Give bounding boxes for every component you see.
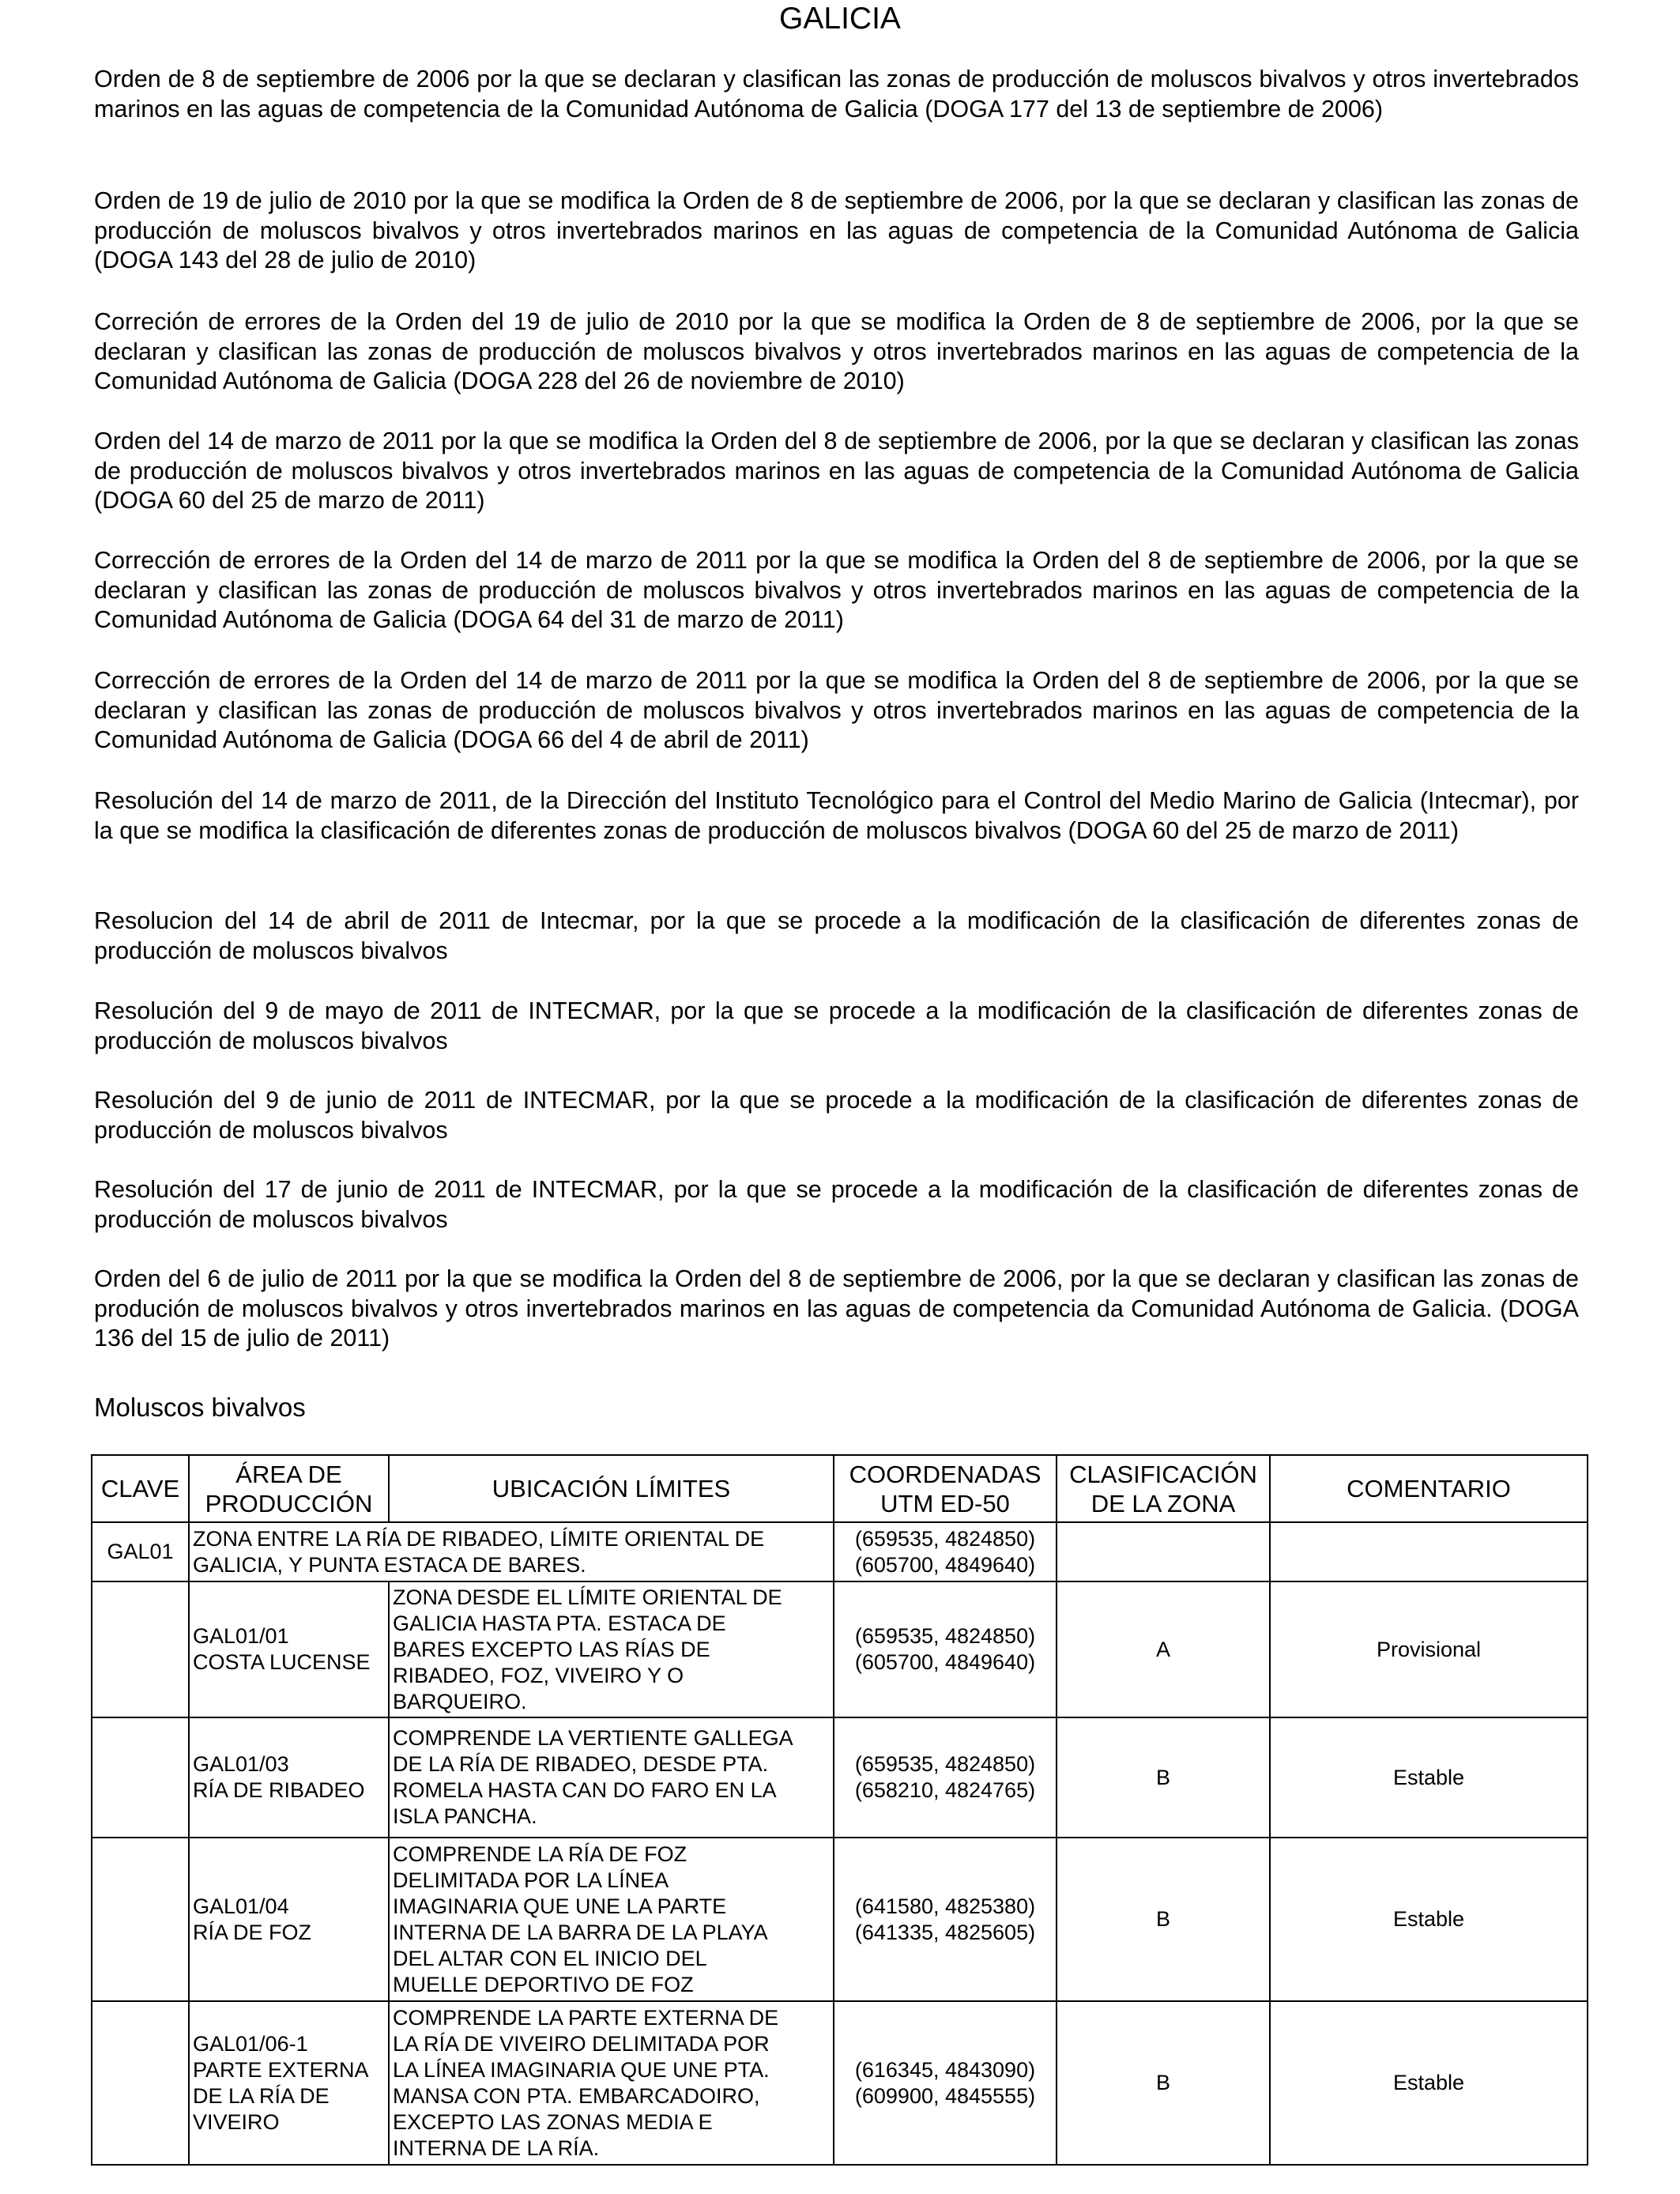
table-row xyxy=(92,1717,1588,1838)
paragraph-3: Correción de errores de la Orden del 19 de julio de 2010 por la que se modifica la Orden de 8 de septiembre de 2006, por la que se declaran y clasifican las zonas de producción de moluscos bivalvos y otros invertebrados marinos en las aguas de competencia de la Comunidad Autónoma de Galicia (DOGA 228 del 26 de noviembre de 2010) xyxy=(94,308,1579,394)
table-row xyxy=(92,1838,1588,2001)
paragraph-12: Orden del 6 de julio de 2011 por la que se modifica la Orden del 8 de septiembre de 2006, por la que se declaran y clasifican las zonas de produción de moluscos bivalvos y otros invertebrados marinos en las aguas de competencia da Comunidad Autónoma de Galicia. (DOGA 136 del 15 de julio de 2011) xyxy=(94,1265,1579,1351)
paragraph-9: Resolución del 9 de mayo de 2011 de INTECMAR, por la que se procede a la modificación de la clasificación de diferentes zonas de producción de moluscos bivalvos xyxy=(94,997,1579,1054)
cell-area: GAL01/04 RÍA DE FOZ xyxy=(189,1838,389,2001)
header-area: ÁREA DE PRODUCCIÓN xyxy=(189,1455,389,1522)
cell-comentario: Provisional xyxy=(1270,1581,1588,1717)
header-comentario: COMENTARIO xyxy=(1270,1455,1588,1522)
paragraph-1: Orden de 8 de septiembre de 2006 por la que se declaran y clasifican las zonas de producción de moluscos bivalvos y otros invertebrados marinos en las aguas de competencia de la Comunidad Autónoma de Galicia (DOGA 177 del 13 de septiembre de 2006) xyxy=(94,66,1579,123)
cell-clasificacion: B xyxy=(1057,2001,1270,2165)
cell-comentario: Estable xyxy=(1270,1838,1588,2001)
cell-comentario: Estable xyxy=(1270,2001,1588,2165)
section-heading: Moluscos bivalvos xyxy=(94,1393,306,1422)
cell-clasificacion: A xyxy=(1057,1581,1270,1717)
cell-clasificacion: B xyxy=(1057,1717,1270,1838)
cell-ubicacion: COMPRENDE LA RÍA DE FOZ DELIMITADA POR LA LÍNEA IMAGINARIA QUE UNE LA PARTE INTERNA DE LA BARRA DE LA PLAYA DEL ALTAR CON EL INICIO DEL MUELLE DEPORTIVO DE FOZ xyxy=(389,1838,834,2001)
page-title: GALICIA xyxy=(779,2,901,36)
paragraph-11: Resolución del 17 de junio de 2011 de INTECMAR, por la que se procede a la modificación de la clasificación de diferentes zonas de producción de moluscos bivalvos xyxy=(94,1176,1579,1233)
paragraph-4: Orden del 14 de marzo de 2011 por la que se modifica la Orden del 8 de septiembre de 2006, por la que se declaran y clasifican las zonas de producción de moluscos bivalvos y otros invertebrados marinos en las aguas de competencia de la Comunidad Autónoma de Galicia (DOGA 60 del 25 de marzo de 2011) xyxy=(94,428,1579,514)
cell-ubicacion: COMPRENDE LA PARTE EXTERNA DE LA RÍA DE VIVEIRO DELIMITADA POR LA LÍNEA IMAGINARIA QUE UNE PTA. MANSA CON PTA. EMBARCADOIRO, EXCEPTO LAS ZONAS MEDIA E INTERNA DE LA RÍA. xyxy=(389,2001,834,2165)
header-clasificacion: CLASIFICACIÓN DE LA ZONA xyxy=(1057,1455,1270,1522)
paragraph-5: Corrección de errores de la Orden del 14 de marzo de 2011 por la que se modifica la Orden del 8 de septiembre de 2006, por la que se declaran y clasifican las zonas de producción de moluscos bivalvos y otros invertebrados marinos en las aguas de competencia de la Comunidad Autónoma de Galicia (DOGA 64 del 31 de marzo de 2011) xyxy=(94,547,1579,633)
cell-coordenadas: (659535, 4824850) (605700, 4849640) xyxy=(834,1581,1057,1717)
cell-clasificacion xyxy=(1057,1522,1270,1581)
cell-ubicacion: ZONA DESDE EL LÍMITE ORIENTAL DE GALICIA HASTA PTA. ESTACA DE BARES EXCEPTO LAS RÍAS DE RIBADEO, FOZ, VIVEIRO Y O BARQUEIRO. xyxy=(389,1581,834,1717)
table-row xyxy=(92,1581,1588,1717)
paragraph-2: Orden de 19 de julio de 2010 por la que se modifica la Orden de 8 de septiembre de 2006, por la que se declaran y clasifican las zonas de producción de moluscos bivalvos y otros invertebrados marinos en las aguas de competencia de la Comunidad Autónoma de Galicia (DOGA 143 del 28 de julio de 2010) xyxy=(94,187,1579,273)
cell-clave-empty xyxy=(92,1717,189,1838)
cell-clave: GAL01 xyxy=(92,1522,189,1581)
paragraph-7: Resolución del 14 de marzo de 2011, de la Dirección del Instituto Tecnológico para el Control del Medio Marino de Galicia (Intecmar), por la que se modifica la clasificación de diferentes zonas de producción de moluscos bivalvos (DOGA 60 del 25 de marzo de 2011) xyxy=(94,787,1579,844)
table-row-group xyxy=(92,1522,1588,1581)
header-clave: CLAVE xyxy=(92,1455,189,1522)
paragraph-10: Resolución del 9 de junio de 2011 de INTECMAR, por la que se procede a la modificación de la clasificación de diferentes zonas de producción de moluscos bivalvos xyxy=(94,1087,1579,1144)
paragraph-6: Corrección de errores de la Orden del 14 de marzo de 2011 por la que se modifica la Orden del 8 de septiembre de 2006, por la que se declaran y clasifican las zonas de producción de moluscos bivalvos y otros invertebrados marinos en las aguas de competencia de la Comunidad Autónoma de Galicia (DOGA 66 del 4 de abril de 2011) xyxy=(94,667,1579,753)
cell-area: GAL01/03 RÍA DE RIBADEO xyxy=(189,1717,389,1838)
table-row xyxy=(92,2001,1588,2165)
cell-clasificacion: B xyxy=(1057,1838,1270,2001)
cell-ubicacion: ZONA ENTRE LA RÍA DE RIBADEO, LÍMITE ORIENTAL DE GALICIA, Y PUNTA ESTACA DE BARES. xyxy=(189,1522,834,1581)
header-ubicacion: UBICACIÓN LÍMITES xyxy=(389,1455,834,1522)
cell-comentario: Estable xyxy=(1270,1717,1588,1838)
cell-comentario xyxy=(1270,1522,1588,1581)
cell-area: GAL01/01 COSTA LUCENSE xyxy=(189,1581,389,1717)
cell-coordenadas: (659535, 4824850) (658210, 4824765) xyxy=(834,1717,1057,1838)
cell-clave-empty xyxy=(92,1838,189,2001)
cell-coordenadas: (616345, 4843090) (609900, 4845555) xyxy=(834,2001,1057,2165)
cell-ubicacion: COMPRENDE LA VERTIENTE GALLEGA DE LA RÍA DE RIBADEO, DESDE PTA. ROMELA HASTA CAN DO FARO EN LA ISLA PANCHA. xyxy=(389,1717,834,1838)
paragraph-8: Resolucion del 14 de abril de 2011 de Intecmar, por la que se procede a la modificación de la clasificación de diferentes zonas de producción de moluscos bivalvos xyxy=(94,907,1579,964)
header-coordenadas: COORDENADAS UTM ED-50 xyxy=(834,1455,1057,1522)
cell-clave-empty xyxy=(92,2001,189,2165)
cell-clave-empty xyxy=(92,1581,189,1717)
table-header-row xyxy=(92,1455,1588,1522)
cell-coordenadas: (659535, 4824850) (605700, 4849640) xyxy=(834,1522,1057,1581)
cell-coordenadas: (641580, 4825380) (641335, 4825605) xyxy=(834,1838,1057,2001)
zones-table xyxy=(91,1454,1588,2166)
cell-area: GAL01/06-1 PARTE EXTERNA DE LA RÍA DE VIVEIRO xyxy=(189,2001,389,2165)
